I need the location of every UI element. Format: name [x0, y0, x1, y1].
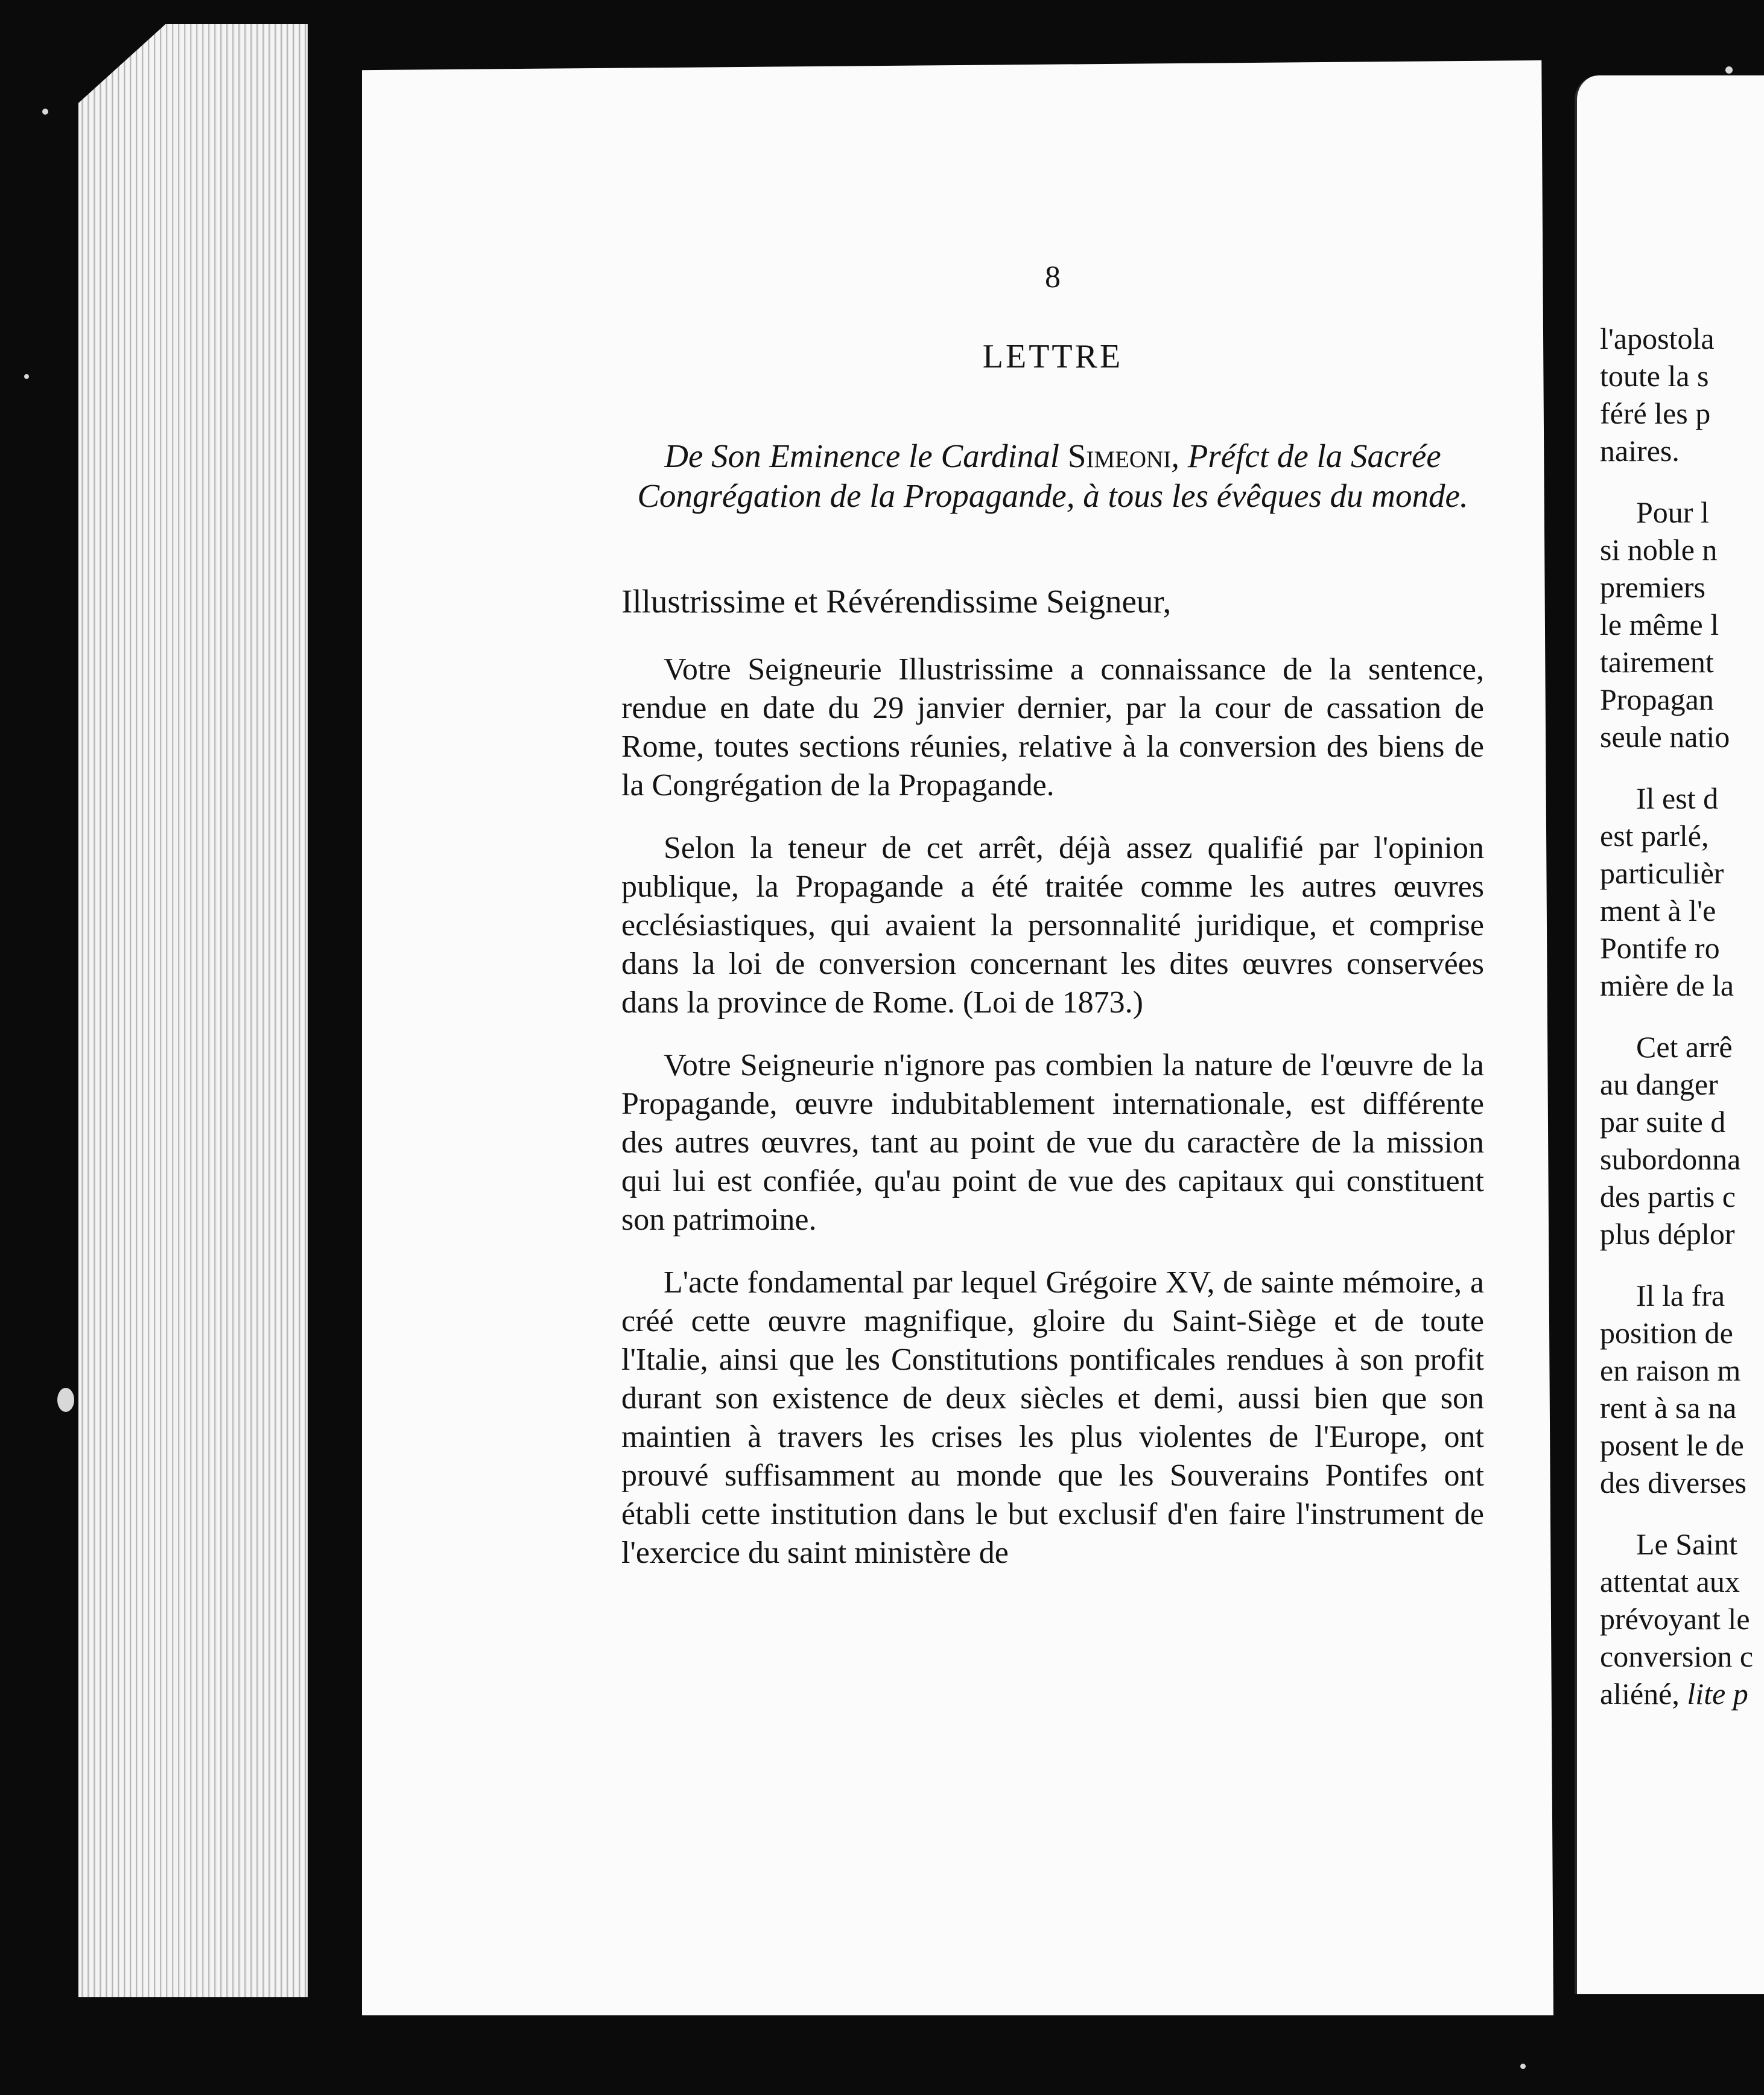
left-page-text: [621, 259, 1484, 1597]
facing-line: si noble n: [1600, 533, 1718, 567]
letter-subtitle: [621, 436, 1484, 516]
facing-line: par suite d: [1600, 1105, 1726, 1139]
facing-line: tairement: [1600, 645, 1714, 679]
page-title: LETTRE: [982, 338, 1123, 375]
facing-line: Il est d: [1636, 781, 1719, 815]
dust-speck: [24, 374, 29, 379]
facing-line-italic: lite p: [1687, 1677, 1748, 1711]
facing-line: conversion c: [1600, 1639, 1754, 1673]
dust-speck: [1520, 2064, 1526, 2069]
facing-line: Propagan: [1600, 682, 1714, 716]
facing-line: plus déplor: [1600, 1217, 1735, 1251]
salutation: Illustrissime et Révérendissime Seigneur,: [621, 583, 1172, 620]
facing-line: rent à sa na: [1600, 1391, 1737, 1425]
page-number: 8: [1045, 260, 1061, 294]
facing-line: position de: [1600, 1316, 1733, 1350]
facing-line: Cet arrê: [1636, 1030, 1733, 1064]
facing-line: le même l: [1600, 608, 1719, 641]
facing-line: particulièr: [1600, 856, 1724, 890]
facing-line: des partis c: [1600, 1180, 1736, 1213]
facing-line: seule natio: [1600, 720, 1730, 754]
dust-speck: [42, 109, 48, 115]
facing-line: posent le de: [1600, 1428, 1744, 1462]
subtitle-part-2: , Préfct de la Sacrée Congrégation de la Propagande, à tous les évêques du monde.: [637, 437, 1468, 514]
dust-speck: [57, 1388, 74, 1412]
facing-page-text: [1600, 320, 1763, 1712]
dust-speck: [1725, 66, 1733, 74]
facing-line: féré les p: [1600, 396, 1711, 430]
facing-line: mière de la: [1600, 968, 1734, 1002]
facing-line-text: aliéné,: [1600, 1677, 1687, 1711]
facing-line: Pontife ro: [1600, 931, 1720, 965]
facing-line: Il la fra: [1636, 1279, 1725, 1312]
facing-line: toute la s: [1600, 359, 1709, 393]
subtitle-author-name: Simeoni: [1067, 437, 1172, 474]
facing-line: premiers: [1600, 570, 1705, 604]
facing-line-last: [1600, 1675, 1763, 1712]
paragraph: Votre Seigneurie Illustrissime a connaissance de la sentence, rendue en date du 29 janvier dernier, par la cour de cassation de Rome, toutes sections réunies, relative à la conversion des biens de la Congrégation de la Propagande.: [621, 652, 1484, 803]
facing-line: ment à l'e: [1600, 894, 1716, 927]
facing-line: des diverses: [1600, 1466, 1747, 1499]
page-edges: [78, 24, 308, 1997]
facing-line: est parlé,: [1600, 819, 1709, 853]
facing-line: attentat aux: [1600, 1565, 1740, 1598]
paragraph: L'acte fondamental par lequel Grégoire XV, de sainte mémoire, a créé cette œuvre magnifique, gloire du Saint-Siège et de toute l'Italie, ainsi que les Constitutions pontificales rendues à son profit durant son existence de deux siècles et demi, aussi bien que son maintien à travers les crises les plus violentes de l'Europe, ont prouvé suffisamment au monde que les Souverains Pontifes ont établi cette institution dans le but exclusif d'en faire l'instrument de l'exercice du saint ministère de: [621, 1265, 1484, 1570]
subtitle-part-1: De Son Eminence le Cardinal: [664, 437, 1068, 474]
facing-line: subordonna: [1600, 1142, 1741, 1176]
facing-line: l'apostola: [1600, 322, 1715, 355]
facing-line: en raison m: [1600, 1353, 1741, 1387]
paragraph: Selon la teneur de cet arrêt, déjà assez qualifié par l'opinion publique, la Propagande a été traitée comme les autres œuvres ecclésiastiques, qui avaient la personnalité juridique, et comprise dans la loi de conversion concernant les dites œuvres conservées dans la province de Rome. (Loi de 1873.): [621, 831, 1484, 1020]
paragraph: Votre Seigneurie n'ignore pas combien la nature de l'œuvre de la Propagande, œuvre indubitablement internationale, est différente des autres œuvres, tant au point de vue du caractère de la mission qui lui est confiée, qu'au point de vue des capitaux qui constituent son patrimoine.: [621, 1048, 1484, 1237]
facing-line: Le Saint: [1636, 1527, 1738, 1561]
facing-line: au danger: [1600, 1067, 1718, 1101]
facing-line: prévoyant le: [1600, 1602, 1750, 1636]
facing-line: Pour l: [1636, 495, 1709, 529]
facing-line: naires.: [1600, 434, 1680, 468]
